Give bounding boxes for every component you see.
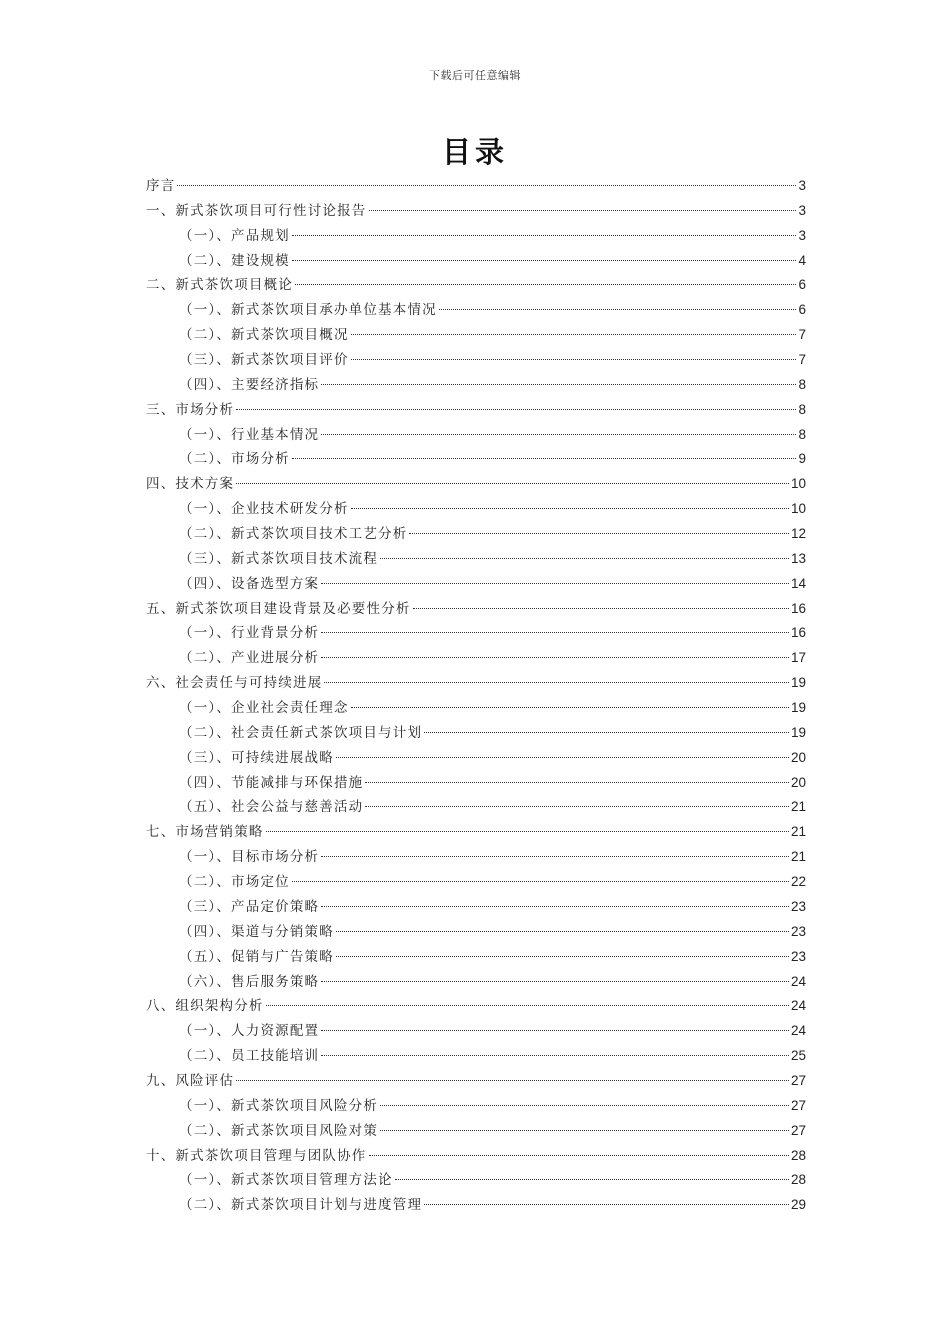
toc-page-number: 21 — [790, 824, 806, 840]
toc-dot-leader — [439, 309, 797, 310]
toc-entry-label: （三）、产品定价策略 — [179, 898, 320, 915]
toc-dot-leader — [321, 583, 789, 584]
toc-section-entry[interactable] — [146, 273, 806, 298]
toc-page-number: 16 — [790, 600, 806, 616]
toc-subsection-entry[interactable] — [146, 945, 806, 970]
toc-dot-leader — [351, 707, 789, 708]
toc-subsection-entry[interactable] — [146, 547, 806, 572]
toc-page-number: 24 — [790, 998, 806, 1014]
toc-entry-label: 五、新式茶饮项目建设背景及必要性分析 — [146, 600, 411, 617]
toc-entry-label: 七、市场营销策略 — [146, 824, 264, 841]
toc-dot-leader — [365, 806, 789, 807]
toc-entry-label: （一）、新式茶饮项目风险分析 — [179, 1097, 379, 1114]
toc-page-number: 16 — [790, 625, 806, 641]
toc-entry-label: （二）、市场分析 — [179, 451, 290, 468]
toc-entry-label: 九、风险评估 — [146, 1072, 235, 1089]
toc-subsection-entry[interactable] — [146, 373, 806, 398]
toc-page-number: 28 — [790, 1172, 806, 1188]
toc-entry-label: （三）、新式茶饮项目技术流程 — [179, 550, 379, 567]
toc-dot-leader — [365, 782, 789, 783]
toc-subsection-entry[interactable] — [146, 1193, 806, 1218]
toc-entry-label: （五）、促销与广告策略 — [179, 948, 334, 965]
toc-subsection-entry[interactable] — [146, 845, 806, 870]
toc-page-number: 4 — [798, 252, 806, 268]
toc-entry-label: （二）、新式茶饮项目概况 — [179, 327, 349, 344]
toc-entry-label: 一、新式茶饮项目可行性讨论报告 — [146, 202, 367, 219]
toc-entry-label: （一）、新式茶饮项目承办单位基本情况 — [179, 302, 437, 319]
toc-subsection-entry[interactable] — [146, 572, 806, 597]
toc-dot-leader — [321, 906, 789, 907]
toc-subsection-entry[interactable] — [146, 870, 806, 895]
toc-dot-leader — [413, 608, 789, 609]
toc-page-number: 3 — [798, 178, 806, 193]
toc-entry-label: （二）、产业进展分析 — [179, 650, 320, 667]
toc-entry-label: （一）、企业社会责任理念 — [179, 700, 349, 717]
toc-dot-leader — [292, 260, 797, 261]
toc-dot-leader — [321, 657, 789, 658]
toc-subsection-entry[interactable] — [146, 447, 806, 472]
toc-dot-leader — [321, 981, 789, 982]
toc-dot-leader — [292, 235, 797, 236]
toc-subsection-entry[interactable] — [146, 224, 806, 249]
toc-subsection-entry[interactable] — [146, 1094, 806, 1119]
toc-entry-label: （二）、市场定位 — [179, 874, 290, 891]
toc-subsection-entry[interactable] — [146, 970, 806, 995]
toc-dot-leader — [351, 359, 797, 360]
toc-subsection-entry[interactable] — [146, 895, 806, 920]
toc-dot-leader — [321, 434, 796, 435]
toc-page-number: 27 — [790, 1097, 806, 1113]
toc-page-number: 6 — [798, 277, 806, 293]
toc-page-number: 21 — [790, 799, 806, 815]
toc-dot-leader — [292, 881, 789, 882]
toc-dot-leader — [321, 856, 789, 857]
toc-subsection-entry[interactable] — [146, 696, 806, 721]
toc-entry-label: （二）、新式茶饮项目技术工艺分析 — [179, 526, 408, 543]
toc-section-entry[interactable] — [146, 398, 806, 423]
toc-subsection-entry[interactable] — [146, 1044, 806, 1069]
toc-section-entry[interactable] — [146, 1144, 806, 1169]
toc-dot-leader — [351, 508, 789, 509]
toc-entry-label: （三）、新式茶饮项目评价 — [179, 352, 349, 369]
toc-page-number: 27 — [790, 1072, 806, 1088]
toc-entry-label: 序言 — [146, 178, 176, 194]
toc-dot-leader — [321, 384, 796, 385]
toc-entry-label: 四、技术方案 — [146, 476, 235, 493]
toc-subsection-entry[interactable] — [146, 920, 806, 945]
toc-entry-label: （二）、新式茶饮项目计划与进度管理 — [179, 1197, 423, 1214]
toc-page-number: 19 — [790, 700, 806, 716]
toc-page-number: 19 — [790, 724, 806, 740]
toc-page-number: 24 — [790, 1023, 806, 1039]
toc-entry-label: （二）、员工技能培训 — [179, 1048, 320, 1065]
toc-subsection-entry[interactable] — [146, 423, 806, 448]
toc-dot-leader — [321, 632, 789, 633]
toc-subsection-entry[interactable] — [146, 497, 806, 522]
toc-dot-leader — [336, 956, 789, 957]
toc-page-number: 23 — [790, 948, 806, 964]
toc-section-entry[interactable] — [146, 472, 806, 497]
toc-subsection-entry[interactable] — [146, 771, 806, 796]
toc-section-entry[interactable] — [146, 994, 806, 1019]
toc-entry-label: （四）、节能减排与环保措施 — [179, 774, 364, 791]
toc-page-number: 25 — [790, 1048, 806, 1064]
toc-subsection-entry[interactable] — [146, 621, 806, 646]
toc-page-number: 20 — [790, 749, 806, 765]
toc-entry-label: （二）、新式茶饮项目风险对策 — [179, 1122, 379, 1139]
toc-dot-leader — [321, 1055, 789, 1056]
toc-page-number: 22 — [790, 874, 806, 890]
toc-page-number: 8 — [798, 426, 806, 442]
toc-dot-leader — [236, 1080, 789, 1081]
toc-subsection-entry[interactable] — [146, 323, 806, 348]
toc-page-number: 17 — [790, 650, 806, 666]
toc-entry-label: （四）、渠道与分销策略 — [179, 923, 334, 940]
toc-entry-label: （三）、可持续进展战略 — [179, 749, 334, 766]
toc-entry-label: 六、社会责任与可持续进展 — [146, 675, 323, 692]
toc-page-number: 10 — [790, 501, 806, 517]
toc-entry-label: （五）、社会公益与慈善活动 — [179, 799, 364, 816]
toc-page-number: 3 — [798, 227, 806, 243]
toc-page-number: 29 — [790, 1197, 806, 1213]
toc-section-entry[interactable] — [146, 174, 806, 199]
toc-entry-label: 三、市场分析 — [146, 401, 235, 418]
toc-page-number: 7 — [798, 327, 806, 343]
toc-dot-leader — [409, 533, 789, 534]
toc-page-number: 14 — [790, 575, 806, 591]
toc-page-number: 28 — [790, 1147, 806, 1163]
toc-dot-leader — [424, 1204, 789, 1205]
toc-page-number: 27 — [790, 1122, 806, 1138]
toc-dot-leader — [351, 334, 797, 335]
toc-entry-label: （二）、社会责任新式茶饮项目与计划 — [179, 724, 423, 741]
toc-page-number: 10 — [790, 476, 806, 492]
toc-subsection-entry[interactable] — [146, 1168, 806, 1193]
toc-entry-label: （一）、人力资源配置 — [179, 1023, 320, 1040]
toc-dot-leader — [236, 483, 789, 484]
toc-page-number: 6 — [798, 302, 806, 318]
toc-subsection-entry[interactable] — [146, 795, 806, 820]
toc-dot-leader — [324, 682, 789, 683]
toc-entry-label: （四）、设备选型方案 — [179, 575, 320, 592]
toc-page-number: 8 — [798, 376, 806, 392]
toc-entry-label: （一）、产品规划 — [179, 227, 290, 244]
toc-dot-leader — [369, 1155, 789, 1156]
toc-entry-label: （四）、主要经济指标 — [179, 376, 320, 393]
toc-page-number: 20 — [790, 774, 806, 790]
toc-entry-label: 二、新式茶饮项目概论 — [146, 277, 293, 294]
toc-entry-label: （一）、行业背景分析 — [179, 625, 320, 642]
toc-entry-label: （一）、企业技术研发分析 — [179, 501, 349, 518]
toc-section-entry[interactable] — [146, 671, 806, 696]
toc-dot-leader — [321, 1030, 789, 1031]
toc-page-number: 24 — [790, 973, 806, 989]
toc-section-entry[interactable] — [146, 1069, 806, 1094]
toc-dot-leader — [380, 558, 789, 559]
toc-dot-leader — [336, 757, 789, 758]
toc-page-number: 13 — [790, 550, 806, 566]
toc-page-number: 21 — [790, 849, 806, 865]
toc-entry-label: （六）、售后服务策略 — [179, 973, 320, 990]
toc-dot-leader — [266, 1005, 789, 1006]
toc-entry-label: （一）、行业基本情况 — [179, 426, 320, 443]
toc-subsection-entry[interactable] — [146, 721, 806, 746]
table-of-contents — [146, 174, 806, 1218]
toc-page-number: 23 — [790, 923, 806, 939]
toc-entry-label: 八、组织架构分析 — [146, 998, 264, 1015]
toc-subsection-entry[interactable] — [146, 522, 806, 547]
toc-dot-leader — [336, 931, 789, 932]
page-header-note: 下载后可任意编辑 — [429, 69, 521, 82]
toc-page-number: 19 — [790, 675, 806, 691]
toc-dot-leader — [236, 409, 796, 410]
toc-subsection-entry[interactable] — [146, 1119, 806, 1144]
toc-subsection-entry[interactable] — [146, 646, 806, 671]
toc-page-number: 8 — [798, 401, 806, 417]
toc-page-number: 3 — [798, 202, 806, 218]
toc-page-number: 9 — [798, 451, 806, 467]
toc-dot-leader — [292, 458, 797, 459]
toc-dot-leader — [380, 1130, 789, 1131]
toc-subsection-entry[interactable] — [146, 249, 806, 274]
toc-subsection-entry[interactable] — [146, 746, 806, 771]
toc-section-entry[interactable] — [146, 597, 806, 622]
toc-dot-leader — [177, 185, 796, 186]
toc-subsection-entry[interactable] — [146, 298, 806, 323]
toc-section-entry[interactable] — [146, 199, 806, 224]
toc-entry-label: 十、新式茶饮项目管理与团队协作 — [146, 1147, 367, 1164]
toc-dot-leader — [266, 831, 789, 832]
toc-dot-leader — [380, 1105, 789, 1106]
toc-dot-leader — [424, 732, 789, 733]
toc-dot-leader — [295, 284, 796, 285]
toc-page-number: 7 — [798, 352, 806, 368]
toc-subsection-entry[interactable] — [146, 1019, 806, 1044]
page-title: 目录 — [441, 135, 508, 169]
toc-dot-leader — [369, 210, 797, 211]
toc-entry-label: （一）、新式茶饮项目管理方法论 — [179, 1172, 393, 1189]
toc-section-entry[interactable] — [146, 820, 806, 845]
toc-page-number: 12 — [790, 526, 806, 542]
toc-dot-leader — [395, 1179, 789, 1180]
toc-entry-label: （二）、建设规模 — [179, 252, 290, 269]
toc-entry-label: （一）、目标市场分析 — [179, 849, 320, 866]
toc-subsection-entry[interactable] — [146, 348, 806, 373]
toc-page-number: 23 — [790, 898, 806, 914]
